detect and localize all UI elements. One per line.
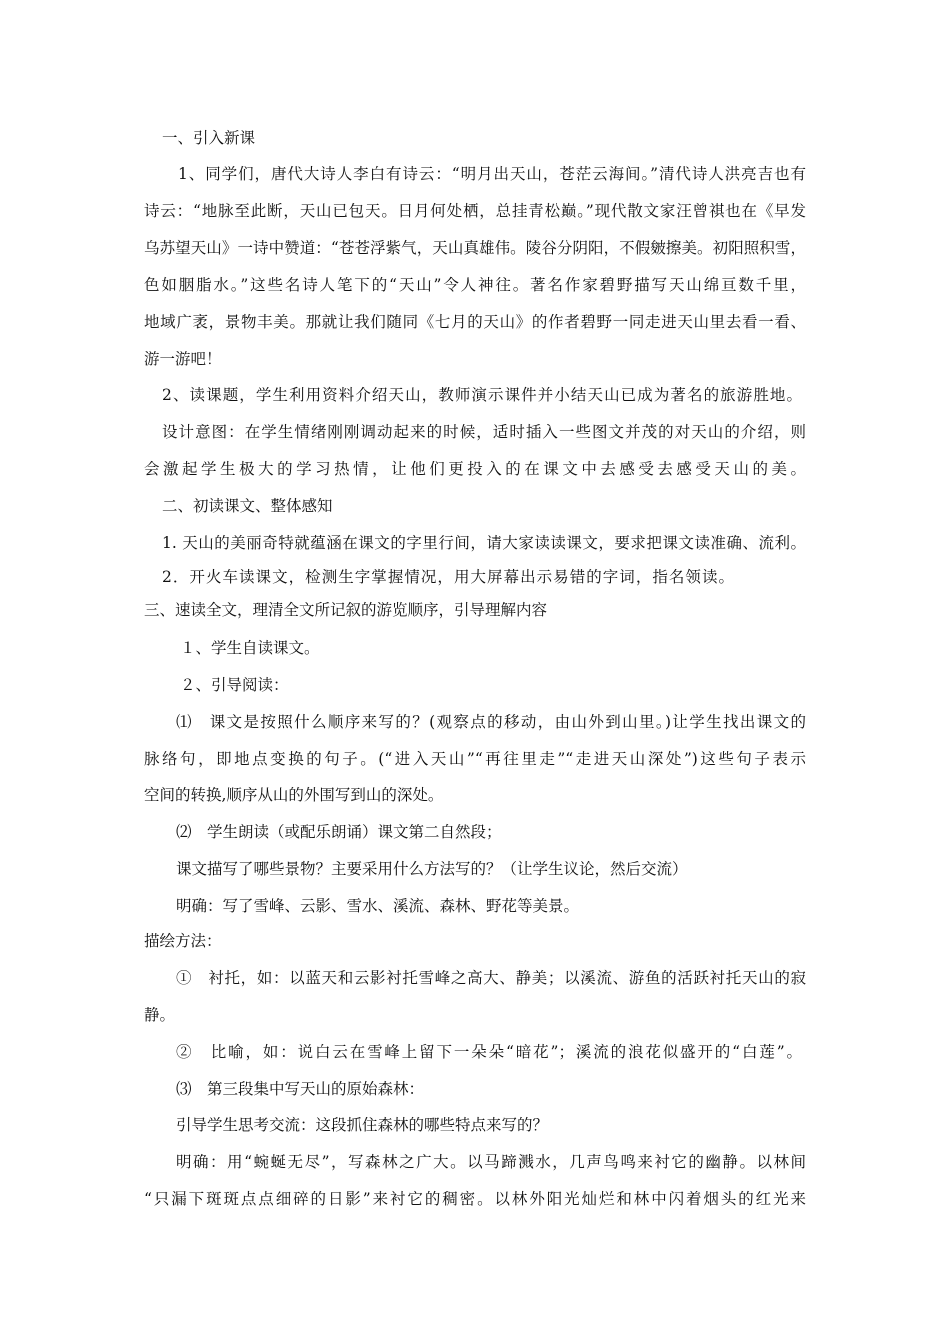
paragraph-line: 诗云：“地脉至此断，天山已包天。日月何处栖，总挂青松巅。”现代散文家汪曾祺也在《早发	[144, 202, 806, 220]
paragraph-line: 游一游吧！	[144, 350, 222, 368]
paragraph-line: ⑴ 课文是按照什么顺序来写的？(观察点的移动，由山外到山里。)让学生找出课文的	[176, 713, 806, 731]
paragraph-line: ② 比喻，如：说白云在雪峰上留下一朵朵“暗花”；溪流的浪花似盛开的“白莲”。	[176, 1043, 802, 1061]
paragraph-line: 2、读课题，学生利用资料介绍天山，教师演示课件并小结天山已成为著名的旅游胜地。	[162, 386, 802, 404]
paragraph-line: 明确：用“蜿蜒无尽”，写森林之广大。以马蹄溅水，几声鸟鸣来衬它的幽静。以林间	[176, 1153, 806, 1171]
paragraph-line: ２、引导阅读：	[180, 676, 289, 694]
paragraph-line: 1. 天山的美丽奇特就蕴涵在课文的字里行间，请大家读读课文，要求把课文读准确、流利。	[162, 534, 806, 552]
paragraph-line: ① 衬托，如：以蓝天和云影衬托雪峰之高大、静美；以溪流、游鱼的活跃衬托天山的寂	[176, 969, 806, 987]
paragraph-line: 2．开火车读课文，检测生字掌握情况，用大屏幕出示易错的字词，指名领读。	[162, 568, 734, 586]
paragraph-line: ⑶ 第三段集中写天山的原始森林：	[176, 1080, 425, 1098]
paragraph-line: 明确：写了雪峰、云影、雪水、溪流、森林、野花等美景。	[176, 897, 580, 915]
paragraph-line: 地域广袤，景物丰美。那就让我们随同《七月的天山》的作者碧野一同走进天山里去看一看、	[144, 313, 806, 331]
paragraph-line: 引导学生思考交流：这段抓住森林的哪些特点来写的？	[176, 1116, 549, 1134]
paragraph-line: １、学生自读课文。	[180, 639, 320, 657]
paragraph-line: 乌苏望天山》一诗中赞道：“苍苍浮紫气，天山真雄伟。陵谷分阴阳，不假皴擦美。初阳照积雪，	[144, 239, 806, 257]
paragraph-line: 脉络句，即地点变换的句子。(“进入天山”“再往里走”“走进天山深处”)这些句子表示	[144, 750, 806, 768]
paragraph-line: ⑵ 学生朗读（或配乐朗诵）课文第二自然段；	[176, 823, 502, 841]
paragraph-line: 静。	[144, 1006, 176, 1024]
paragraph-line: 描绘方法：	[144, 932, 222, 950]
paragraph-line: 色如胭脂水。”这些名诗人笔下的“天山”令人神往。著名作家碧野描写天山绵亘数千里，	[144, 276, 806, 294]
paragraph-line: “只漏下斑斑点点细碎的日影”来衬它的稠密。以林外阳光灿烂和林中闪着烟头的红光来	[144, 1190, 806, 1208]
paragraph-line: 课文描写了哪些景物？主要采用什么方法写的？（让学生议论，然后交流）	[176, 860, 688, 878]
paragraph-line: 会激起学生极大的学习热情，让他们更投入的在课文中去感受去感受天山的美。	[144, 460, 806, 478]
paragraph-line: 1、同学们，唐代大诗人李白有诗云：“明月出天山，苍茫云海间。”清代诗人洪亮吉也有	[178, 165, 806, 183]
paragraph-line: 设计意图：在学生情绪刚刚调动起来的时候，适时插入一些图文并茂的对天山的介绍，则	[162, 423, 806, 441]
heading-section-3: 三、速读全文，理清全文所记叙的游览顺序，引导理解内容	[144, 601, 548, 619]
paragraph-line: 空间的转换,顺序从山的外围写到山的深处。	[144, 786, 444, 804]
heading-section-1: 一、引入新课	[162, 129, 256, 147]
heading-section-2: 二、初读课文、整体感知	[162, 497, 333, 515]
